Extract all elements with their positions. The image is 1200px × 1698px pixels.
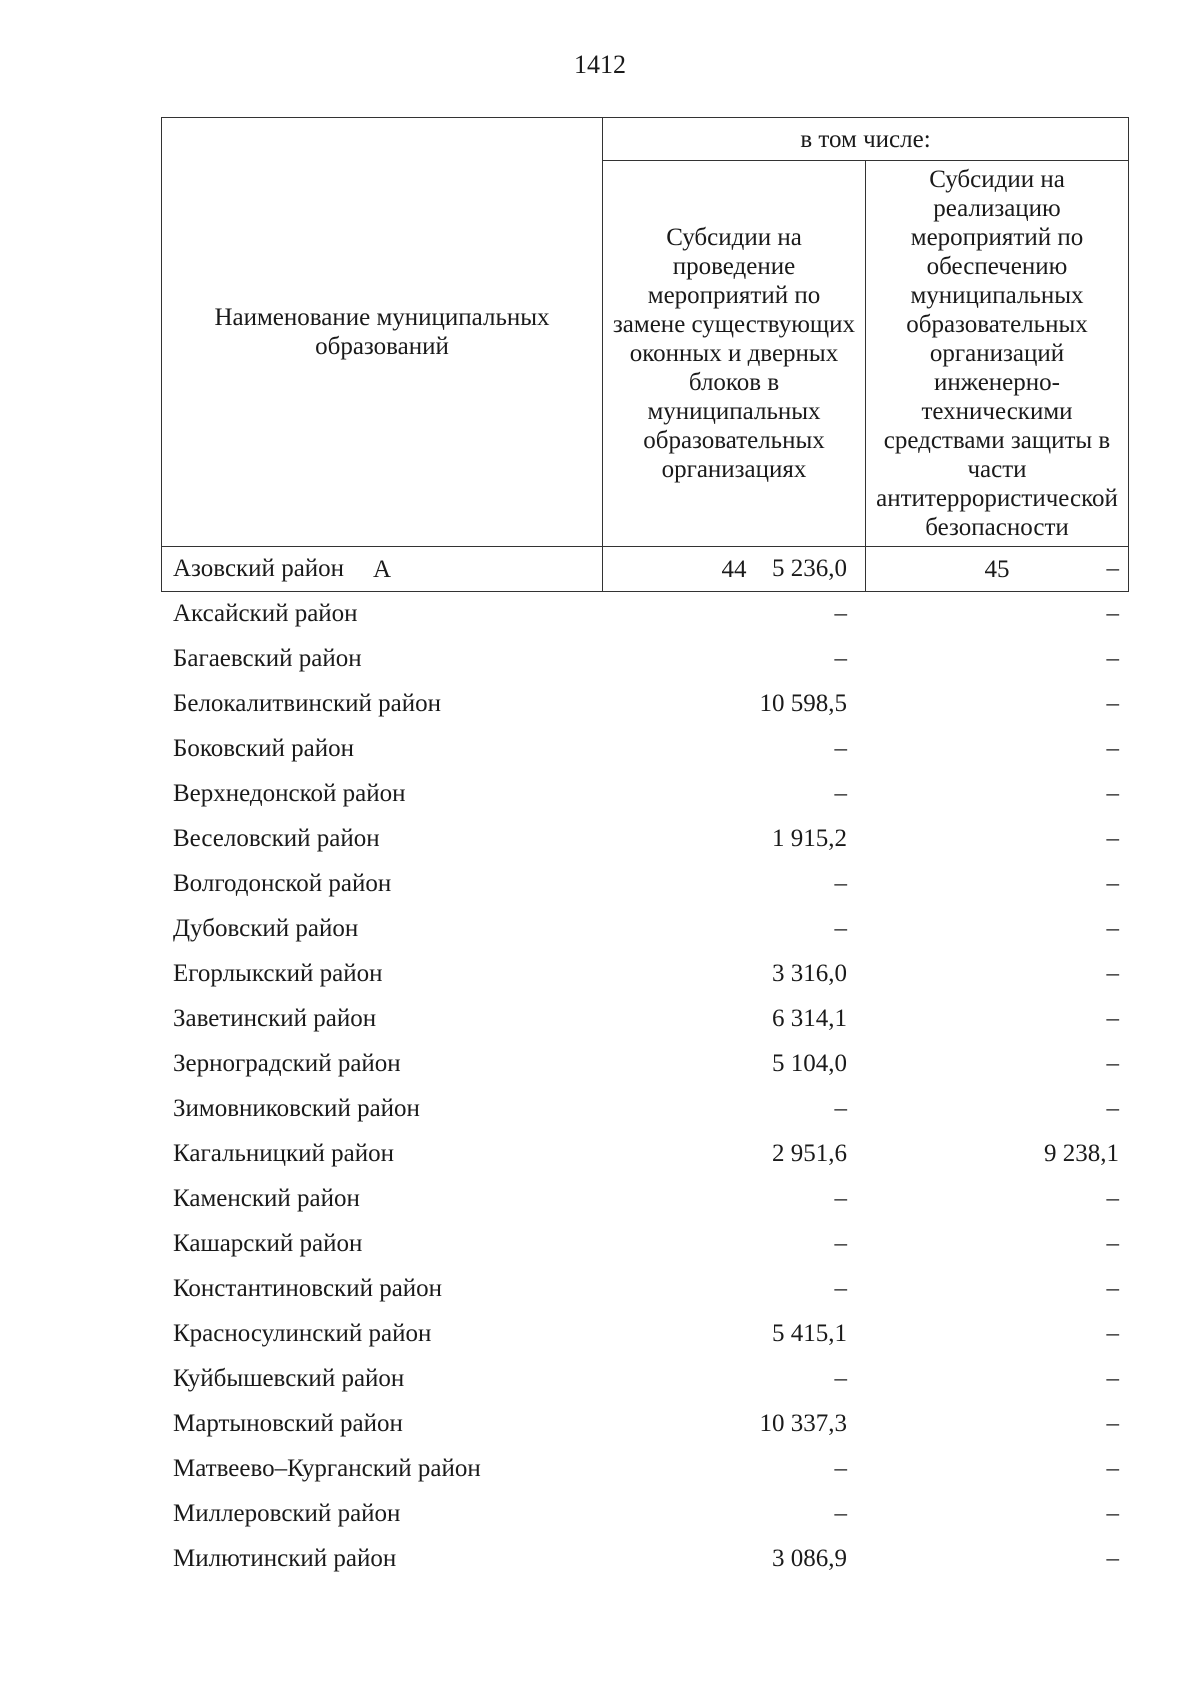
value-col45: – [1106,1005,1119,1032]
municipality-name: Миллеровский район [173,1500,401,1527]
value-col44: – [834,645,847,672]
table-row [161,1491,1129,1536]
municipality-name: Красносулинский район [173,1320,432,1347]
municipality-name: Кашарский район [173,1230,363,1257]
value-col45: – [1106,1275,1119,1302]
municipality-name: Аксайский район [173,600,358,627]
table-row [161,591,1129,636]
municipality-name: Азовский район [173,555,345,582]
value-col45: – [1106,1365,1119,1392]
table-row [161,1446,1129,1491]
municipality-name: Милютинский район [173,1545,397,1572]
value-col44: – [834,1275,847,1302]
value-col44: – [834,1500,847,1527]
table-row [161,1356,1129,1401]
municipality-name: Верхнедонской район [173,780,406,807]
value-col45: – [1106,825,1119,852]
value-col44: 2 951,6 [772,1140,847,1167]
municipality-name: Матвеево–Курганский район [173,1455,481,1482]
value-col45: – [1106,1500,1119,1527]
value-col44: 5 236,0 [772,555,847,582]
value-col44: – [834,600,847,627]
value-col44: 3 086,9 [772,1545,847,1572]
value-col45: – [1106,645,1119,672]
table-row [161,1266,1129,1311]
table-row [161,906,1129,951]
value-col44: 3 316,0 [772,960,847,987]
table-body [161,546,1129,1581]
municipality-name: Куйбышевский район [173,1365,405,1392]
value-col45: – [1106,555,1119,582]
table-row [161,1176,1129,1221]
value-col44: 6 314,1 [772,1005,847,1032]
value-col45: – [1106,915,1119,942]
municipality-name: Мартыновский район [173,1410,403,1437]
value-col44: – [834,1230,847,1257]
value-col45: – [1106,690,1119,717]
table-row [161,1131,1129,1176]
table-row [161,816,1129,861]
header-number-45: 45 [866,547,1129,592]
value-col45: – [1106,780,1119,807]
value-col44: – [834,1365,847,1392]
header-col45-description: Субсидии на реализацию мероприятий по обеспечению муниципальных образовательных организаций инженерно-техническими средствами защиты в части антитеррористической безопасности [866,161,1129,547]
value-col44: – [834,870,847,897]
header-group-label: в том числе: [603,118,1129,161]
value-col45: – [1106,1455,1119,1482]
municipality-name: Егорлыкский район [173,960,383,987]
value-col44: – [834,1095,847,1122]
municipality-name: Веселовский район [173,825,380,852]
table-row [161,996,1129,1041]
value-col44: 10 337,3 [759,1410,847,1437]
value-col45: – [1106,1230,1119,1257]
value-col45: – [1106,600,1119,627]
municipality-name: Багаевский район [173,645,362,672]
municipality-name: Боковский район [173,735,354,762]
value-col45: – [1106,870,1119,897]
table-row [161,1041,1129,1086]
value-col45: – [1106,735,1119,762]
value-col45: 9 238,1 [1044,1140,1119,1167]
header-number-44: 44 [603,547,866,592]
value-col45: – [1106,1545,1119,1572]
table-row [161,1311,1129,1356]
value-col44: – [834,1455,847,1482]
value-col45: – [1106,1320,1119,1347]
municipality-name: Кагальницкий район [173,1140,395,1167]
value-col44: – [834,780,847,807]
table-row [161,861,1129,906]
table-row [161,636,1129,681]
table-row [161,681,1129,726]
value-col44: – [834,915,847,942]
value-col44: 5 104,0 [772,1050,847,1077]
municipality-name: Дубовский район [173,915,359,942]
municipality-name: Константиновский район [173,1275,443,1302]
table-row [161,1536,1129,1581]
value-col45: – [1106,1050,1119,1077]
value-col45: – [1106,1410,1119,1437]
value-col44: 5 415,1 [772,1320,847,1347]
value-col44: – [834,1185,847,1212]
table-row [161,1221,1129,1266]
table-header [161,117,1129,592]
page-number: 1412 [574,50,626,79]
municipality-name: Зерноградский район [173,1050,401,1077]
value-col44: 1 915,2 [772,825,847,852]
header-name-column: Наименование муниципальных образований [162,118,603,547]
municipality-name: Каменский район [173,1185,360,1212]
value-col44: – [834,735,847,762]
table-row [161,726,1129,771]
value-col44: 10 598,5 [759,690,847,717]
table-row [161,1086,1129,1131]
value-col45: – [1106,1095,1119,1122]
value-col45: – [1106,960,1119,987]
header-col44-description: Субсидии на проведение мероприятий по замене существующих оконных и дверных блоков в муниципальных образовательных организациях [603,161,866,547]
municipality-name: Зимовниковский район [173,1095,420,1122]
header-number-a: А [162,547,603,592]
table-row [161,1401,1129,1446]
table-row [161,951,1129,996]
table-row [161,771,1129,816]
municipality-name: Волгодонской район [173,870,392,897]
value-col45: – [1106,1185,1119,1212]
municipality-name: Белокалитвинский район [173,690,441,717]
municipality-name: Заветинский район [173,1005,377,1032]
table-row [161,546,1129,591]
